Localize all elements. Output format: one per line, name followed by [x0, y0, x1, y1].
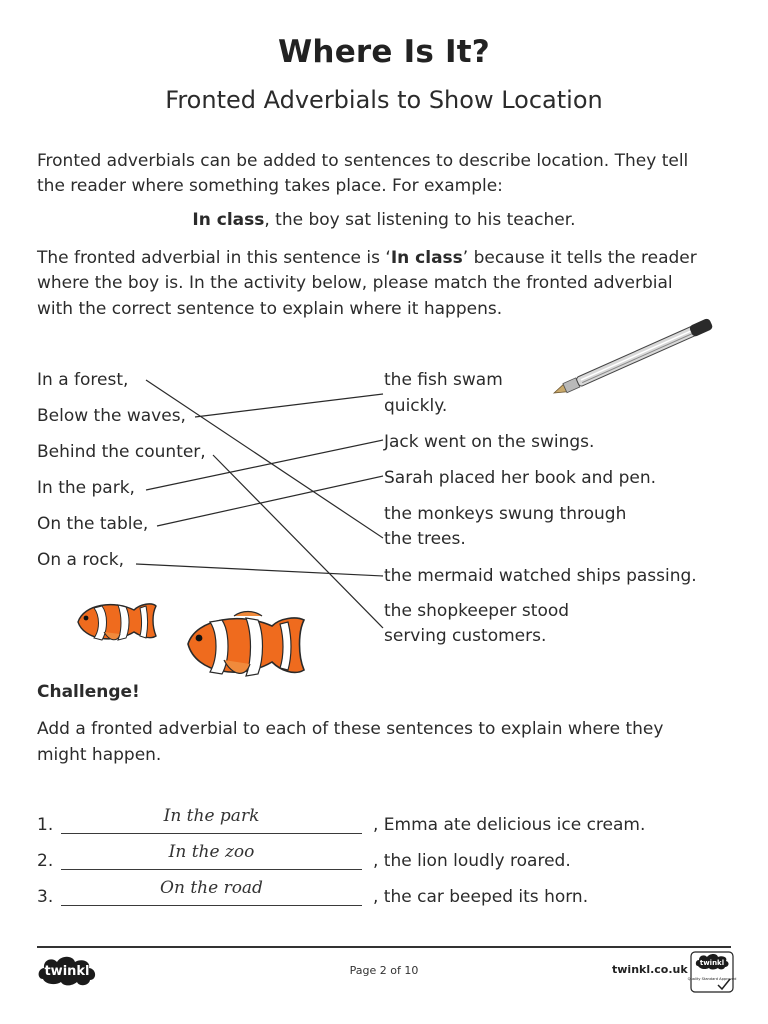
- explanation-bold: In class: [390, 248, 463, 268]
- ending-item: the shopkeeper stood: [384, 601, 570, 621]
- question-number: 2.: [37, 851, 54, 871]
- adverbial-item: On the table,: [37, 514, 149, 534]
- ending-item: the fish swam: [384, 370, 503, 390]
- sentence-rest: , Emma ate delicious ice cream.: [373, 815, 646, 835]
- site-url[interactable]: twinkl.co.uk: [612, 963, 688, 976]
- page-title: Where Is It?: [278, 34, 490, 70]
- explanation-line-2: where the boy is. In the activity below, please match the fronted adverbial: [37, 273, 673, 293]
- intro-line-1: Fronted adverbials can be added to sentences to describe location. They tell: [37, 151, 689, 171]
- quality-badge-caption: Quality Standard Approved: [687, 977, 737, 981]
- clownfish-small-image: [74, 598, 160, 646]
- sentence-rest: , the lion loudly roared.: [373, 851, 571, 871]
- ending-item-continued: the trees.: [384, 529, 466, 549]
- match-line: [146, 380, 383, 538]
- handwritten-answer[interactable]: In the park: [163, 806, 260, 826]
- quality-badge-icon: [687, 951, 737, 993]
- answer-line[interactable]: [61, 833, 362, 834]
- question-number: 1.: [37, 815, 54, 835]
- example-adverbial: In class: [192, 210, 265, 230]
- ending-item-continued: serving customers.: [384, 626, 547, 646]
- example-rest: , the boy sat listening to his teacher.: [264, 210, 576, 230]
- match-line: [136, 564, 383, 576]
- challenge-instructions-line-2: might happen.: [37, 745, 162, 765]
- handwritten-answer[interactable]: In the zoo: [168, 842, 255, 862]
- clownfish-large-image: [184, 610, 310, 684]
- adverbial-item: Behind the counter,: [37, 442, 206, 462]
- match-line: [195, 394, 383, 417]
- match-line: [146, 440, 383, 490]
- footer-divider: [37, 946, 731, 948]
- twinkl-logo-text: twinkl: [44, 964, 90, 979]
- sentence-rest: , the car beeped its horn.: [373, 887, 589, 907]
- answer-line[interactable]: [61, 869, 362, 870]
- ending-item: the mermaid watched ships passing.: [384, 566, 697, 586]
- intro-line-2: the reader where something takes place. For example:: [37, 176, 503, 196]
- adverbial-item: Below the waves,: [37, 406, 186, 426]
- challenge-heading: Challenge!: [37, 682, 140, 702]
- explanation-pre: The fronted adverbial in this sentence is ‘: [37, 248, 391, 268]
- ending-item: Jack went on the swings.: [384, 432, 595, 452]
- answer-line[interactable]: [61, 905, 362, 906]
- ending-item: the monkeys swung through: [384, 504, 627, 524]
- ending-item: Sarah placed her book and pen.: [384, 468, 657, 488]
- ending-item-continued: quickly.: [384, 396, 448, 416]
- page-number: Page 2 of 10: [349, 964, 419, 977]
- page-subtitle: Fronted Adverbials to Show Location: [165, 86, 603, 114]
- explanation-post: ’ because it tells the reader: [462, 248, 697, 268]
- quality-badge-text: twinkl: [699, 959, 725, 967]
- adverbial-item: In a forest,: [37, 370, 129, 390]
- explanation-line-3: with the correct sentence to explain where it happens.: [37, 299, 503, 319]
- match-line: [157, 476, 383, 526]
- handwritten-answer[interactable]: On the road: [160, 878, 263, 898]
- challenge-instructions-line-1: Add a fronted adverbial to each of these sentences to explain where they: [37, 719, 664, 739]
- question-number: 3.: [37, 887, 54, 907]
- adverbial-item: In the park,: [37, 478, 135, 498]
- adverbial-item: On a rock,: [37, 550, 124, 570]
